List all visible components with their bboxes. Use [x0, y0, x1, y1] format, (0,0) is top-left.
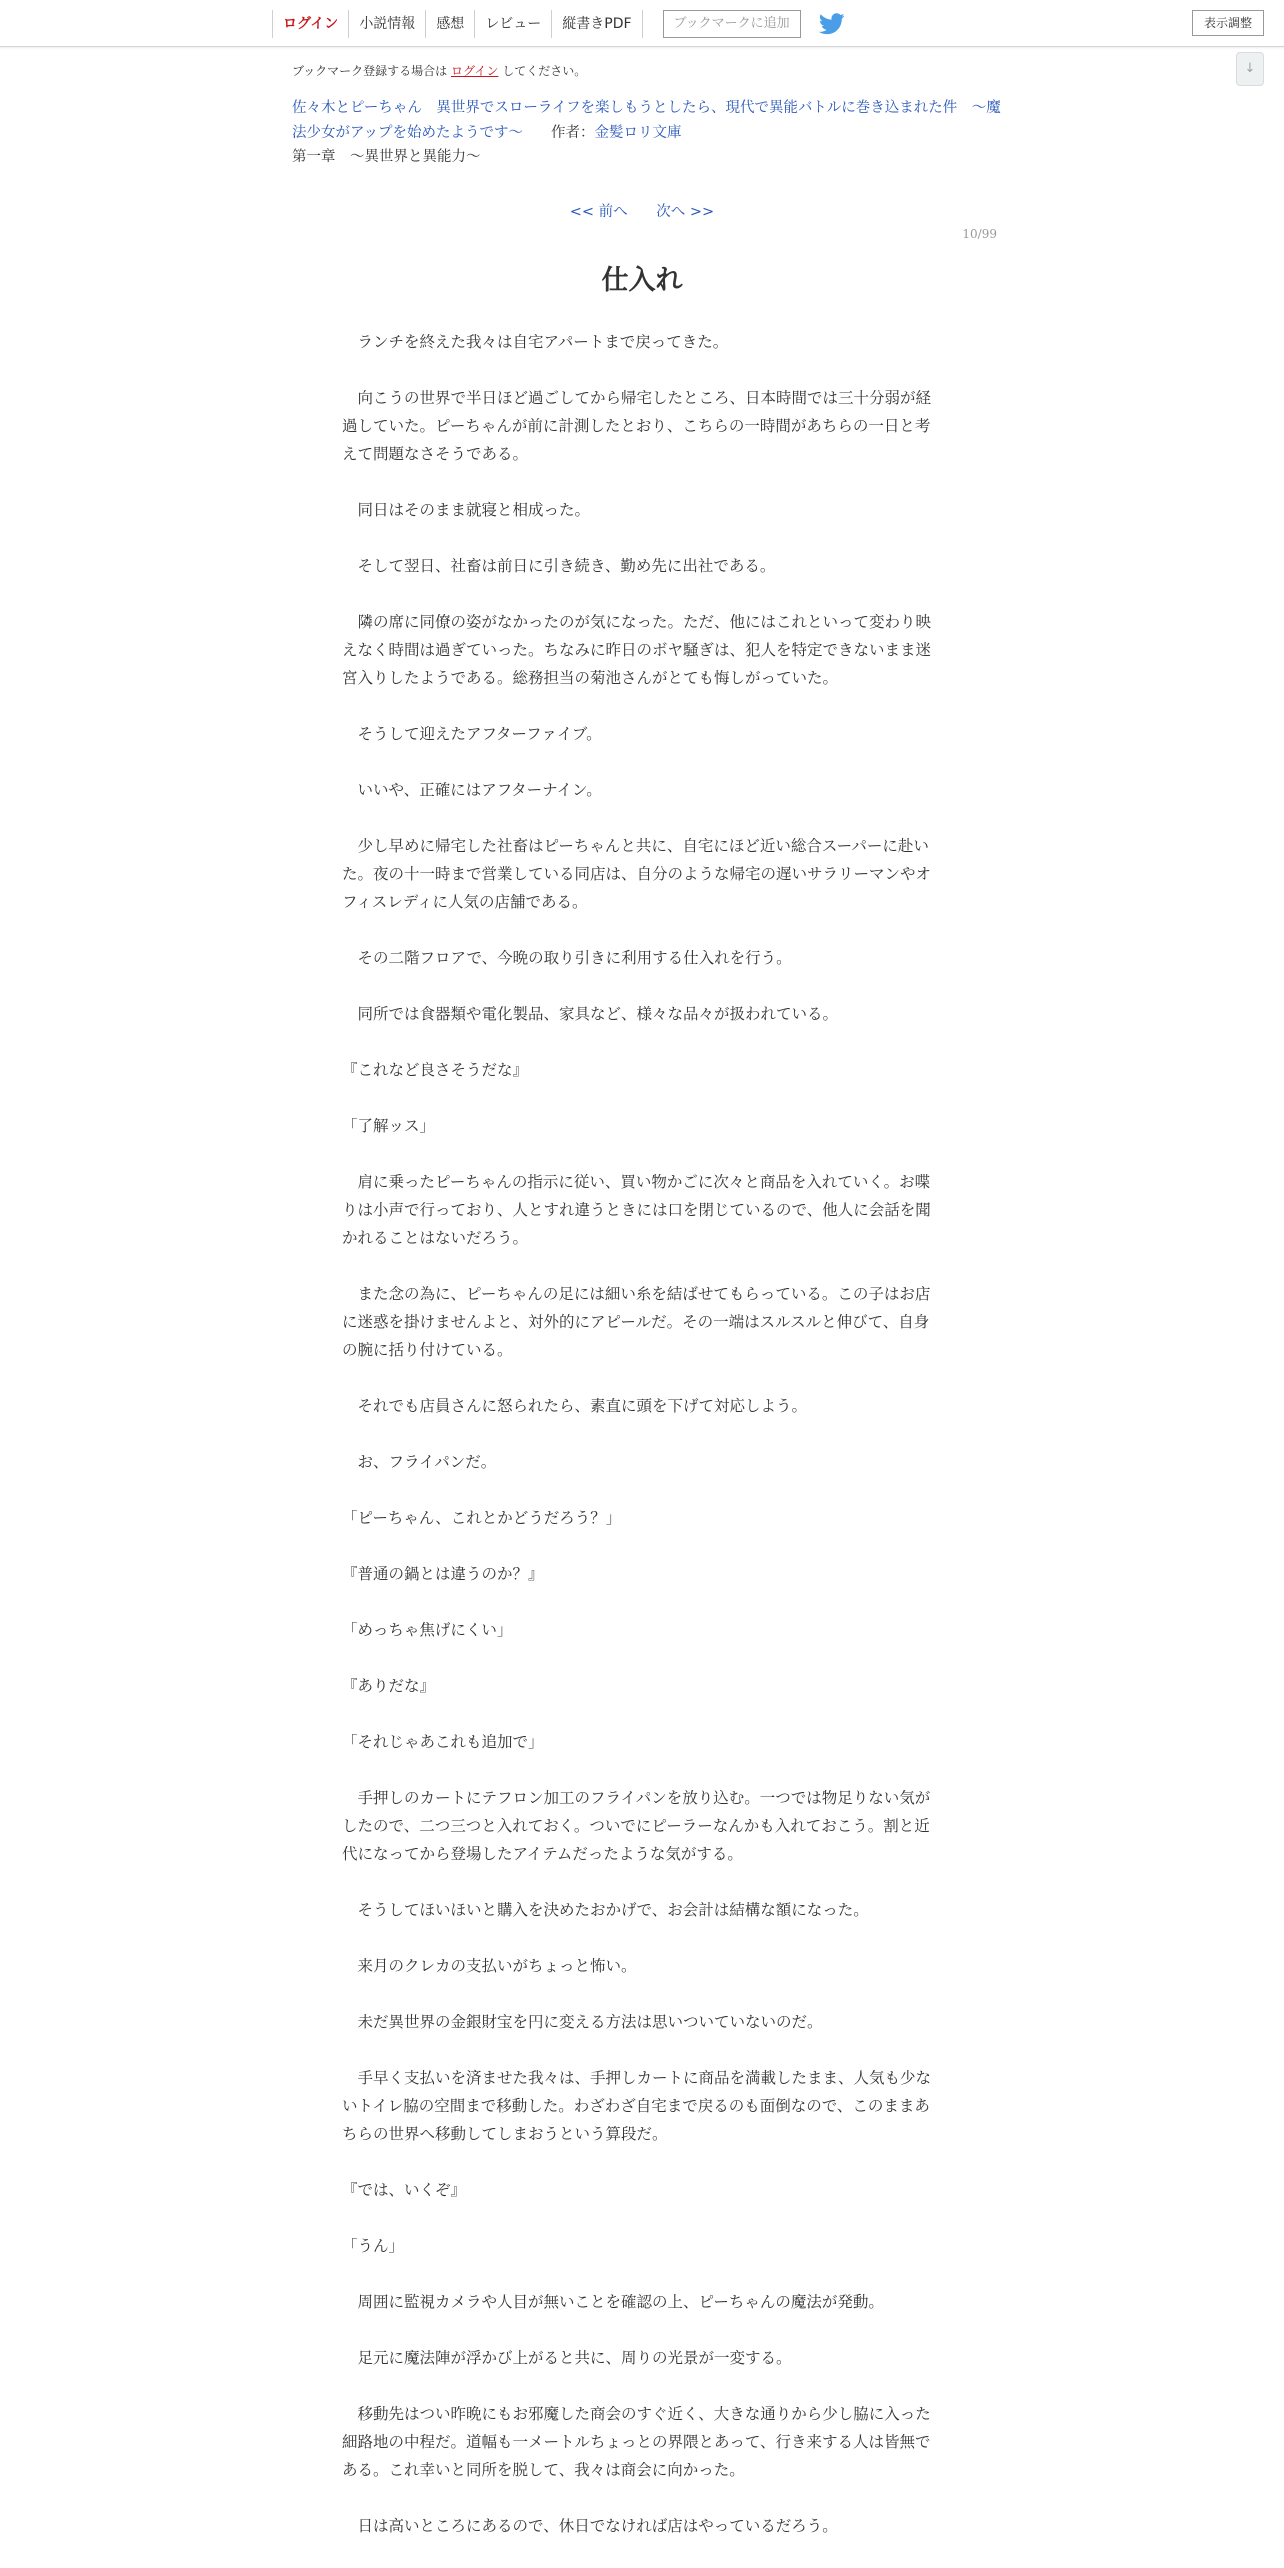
body-paragraph: お、フライパンだ。 [342, 1453, 497, 1471]
author-link[interactable]: 金髪ロリ文庫 [594, 125, 682, 141]
author-label: 作者： [550, 125, 595, 141]
body-paragraph: 「ピーちゃん、これとかどうだろう？」 [342, 1509, 622, 1527]
body-paragraph: 「めっちゃ焦げにくい」 [342, 1621, 513, 1639]
login-link[interactable]: ログイン [272, 10, 348, 38]
body-paragraph: 手早く支払いを済ませた我々は、手押しカートに商品を満載したまま、人気も少ないトイレ脇の空間まで移動した。わざわざ自宅まで戻るのも面倒なので、このままあちらの世界へ移動してしまおうという算段だ。 [342, 2069, 932, 2143]
body-paragraph: 「うん」 [342, 2237, 405, 2255]
body-paragraph: いいや、正確にはアフターナイン。 [342, 781, 602, 799]
main-nav [272, 10, 845, 38]
body-paragraph: 『ありだな』 [342, 1677, 436, 1695]
novel-body [342, 328, 942, 2568]
bookmark-notice [292, 62, 586, 79]
body-paragraph: 同所では食器類や電化製品、家具など、様々な品々が扱われている。 [342, 1005, 839, 1023]
twitter-icon[interactable] [819, 13, 845, 35]
body-paragraph: 未だ異世界の金銀財宝を円に変える方法は思いついていないのだ。 [342, 2013, 823, 2031]
notice-login-link[interactable]: ログイン [451, 64, 499, 78]
review-link[interactable]: レビュー [474, 10, 551, 38]
episode-title: 仕入れ [601, 265, 683, 296]
vertical-pdf-link[interactable]: 縦書きPDF [551, 10, 642, 38]
body-paragraph: 来月のクレカの支払いがちょっと怖い。 [342, 1957, 637, 1975]
next-page-link[interactable]: 次へ >> [656, 204, 715, 220]
page-count: 10/99 [962, 227, 997, 241]
chapter-title: 第一章 ～異世界と異能力～ [292, 149, 481, 165]
body-paragraph: 向こうの世界で半日ほど過ごしてから帰宅したところ、日本時間では三十分弱が経過していた。ピーちゃんが前に計測したとおり、こちらの一時間があちらの一日と考えて問題なさそうである。 [342, 389, 932, 463]
body-paragraph: 足元に魔法陣が浮かび上がると共に、周りの光景が一変する。 [342, 2349, 792, 2367]
notice-prefix: ブックマーク登録する場合は [292, 64, 448, 78]
scroll-down-icon[interactable]: ↓ [1236, 52, 1264, 86]
body-paragraph: 『これなど良さそうだな』 [342, 1061, 529, 1079]
body-paragraph: 手押しのカートにテフロン加工のフライパンを放り込む。一つでは物足りない気がしたので、二つ三つと入れておく。ついでにピーラーなんかも入れておこう。割と近代になってから登場したアイテムだったような気がする。 [342, 1789, 931, 1863]
body-paragraph: そうして迎えたアフターファイブ。 [342, 725, 602, 743]
body-paragraph: 移動先はつい昨晩にもお邪魔した商会のすぐ近く、大きな通りから少し脇に入った細路地の中程だ。道幅も一メートルちょっとの界隈とあって、行き来する人は皆無である。これ幸いと同所を脱して、我々は商会に向かった。 [342, 2405, 931, 2479]
body-paragraph: ランチを終えた我々は自宅アパートまで戻ってきた。 [342, 333, 729, 351]
header-bar [0, 0, 1284, 47]
display-settings-button[interactable]: 表示調整 [1192, 10, 1264, 36]
body-paragraph: 隣の席に同僚の姿がなかったのが気になった。ただ、他にはこれといって変わり映えなく時間は過ぎていった。ちなみに昨日のボヤ騒ぎは、犯人を特定できないまま迷宮入りしたようである。総務担当の菊池さんがとても悔しがっていた。 [342, 613, 932, 687]
body-paragraph: そうしてほいほいと購入を決めたおかげで、お会計は結構な額になった。 [342, 1901, 869, 1919]
prev-page-link[interactable]: << 前へ [569, 204, 628, 220]
body-paragraph: 同日はそのまま就寝と相成った。 [342, 501, 591, 519]
impressions-link[interactable]: 感想 [425, 10, 474, 38]
novel-title-link[interactable]: 佐々木とピーちゃん 異世界でスローライフを楽しもうとしたら、現代で異能バトルに巻き込まれた件 ～魔法少女がアップを始めたようです～ [292, 100, 1001, 141]
body-paragraph: そして翌日、社畜は前日に引き続き、勤め先に出社である。 [342, 557, 776, 575]
body-paragraph: 日は高いところにあるので、休日でなければ店はやっているだろう。 [342, 2517, 838, 2535]
body-paragraph: その二階フロアで、今晩の取り引きに利用する仕入れを行う。 [342, 949, 792, 967]
body-paragraph: 周囲に監視カメラや人目が無いことを確認の上、ピーちゃんの魔法が発動。 [342, 2293, 884, 2311]
body-paragraph: それでも店員さんに怒られたら、素直に頭を下げて対応しよう。 [342, 1397, 808, 1415]
body-paragraph: 『では、いくぞ』 [342, 2181, 467, 2199]
body-paragraph: 『普通の鍋とは違うのか？』 [342, 1565, 544, 1583]
add-bookmark-button[interactable]: ブックマークに追加 [663, 10, 801, 38]
body-paragraph: また念の為に、ピーちゃんの足には細い糸を結ばせてもらっている。この子はお店に迷惑を掛けませんよと、対外的にアピールだ。その一端はスルスルと伸びて、自身の腕に括り付けている。 [342, 1285, 931, 1359]
novel-info-link[interactable]: 小説情報 [348, 10, 425, 38]
body-paragraph: 「了解ッス」 [342, 1117, 436, 1135]
body-paragraph: 肩に乗ったピーちゃんの指示に従い、買い物かごに次々と商品を入れていく。お喋りは小声で行っており、人とすれ違うときには口を閉じているので、他人に会話を聞かれることはないだろう。 [342, 1173, 931, 1247]
pager [0, 200, 1284, 221]
novel-title-line [292, 96, 1012, 146]
body-paragraph: 少し早めに帰宅した社畜はピーちゃんと共に、自宅にほど近い総合スーパーに赴いた。夜の十一時まで営業している同店は、自分のような帰宅の遅いサラリーマンやオフィスレディに人気の店舗である。 [342, 837, 932, 911]
body-paragraph: 「それじゃあこれも追加で」 [342, 1733, 544, 1751]
notice-suffix: してください。 [502, 64, 587, 78]
